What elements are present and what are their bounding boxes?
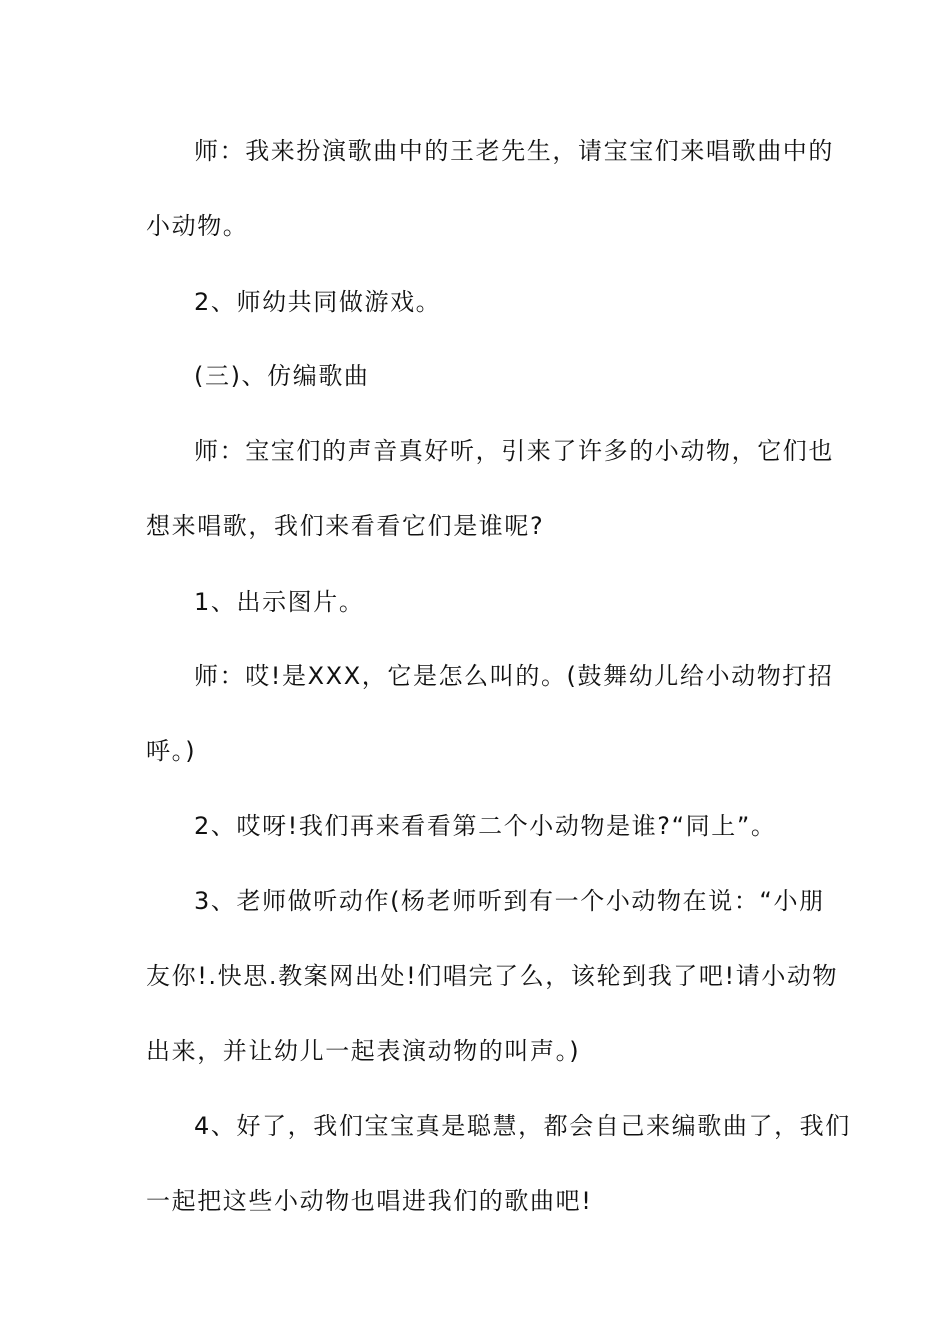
step-4-line-2: 一起把这些小动物也唱进我们的歌曲吧! <box>146 1187 593 1215</box>
step-2-game: 2、师幼共同做游戏。 <box>194 288 442 316</box>
section-heading-3: (三)、仿编歌曲 <box>194 362 370 390</box>
step-3-line-3: 出来，并让幼儿一起表演动物的叫声。) <box>146 1037 581 1065</box>
paragraph-teacher-intro-line-1: 师：宝宝们的声音真好听，引来了许多的小动物，它们也 <box>194 437 834 465</box>
step-3-line-1: 3、老师做听动作(杨老师听到有一个小动物在说：“小朋 <box>194 887 825 915</box>
step-4-line-1: 4、好了，我们宝宝真是聪慧，都会自己来编歌曲了，我们 <box>194 1112 851 1140</box>
paragraph-teacher-role-line-1: 师：我来扮演歌曲中的王老先生，请宝宝们来唱歌曲中的 <box>194 137 834 165</box>
step-2-second-animal: 2、哎呀!我们再来看看第二个小动物是谁?“同上”。 <box>194 812 777 840</box>
paragraph-teacher-role-line-2: 小动物。 <box>146 212 249 240</box>
step-3-line-2: 友你!.快思.教案网出处!们唱完了么，该轮到我了吧!请小动物 <box>146 962 839 990</box>
paragraph-teacher-question-line-1: 师：哎!是XXX，它是怎么叫的。(鼓舞幼儿给小动物打招 <box>194 662 834 690</box>
paragraph-teacher-intro-line-2: 想来唱歌，我们来看看它们是谁呢? <box>146 512 545 540</box>
paragraph-teacher-question-line-2: 呼。) <box>146 737 197 765</box>
step-1-show-picture: 1、出示图片。 <box>194 588 365 616</box>
